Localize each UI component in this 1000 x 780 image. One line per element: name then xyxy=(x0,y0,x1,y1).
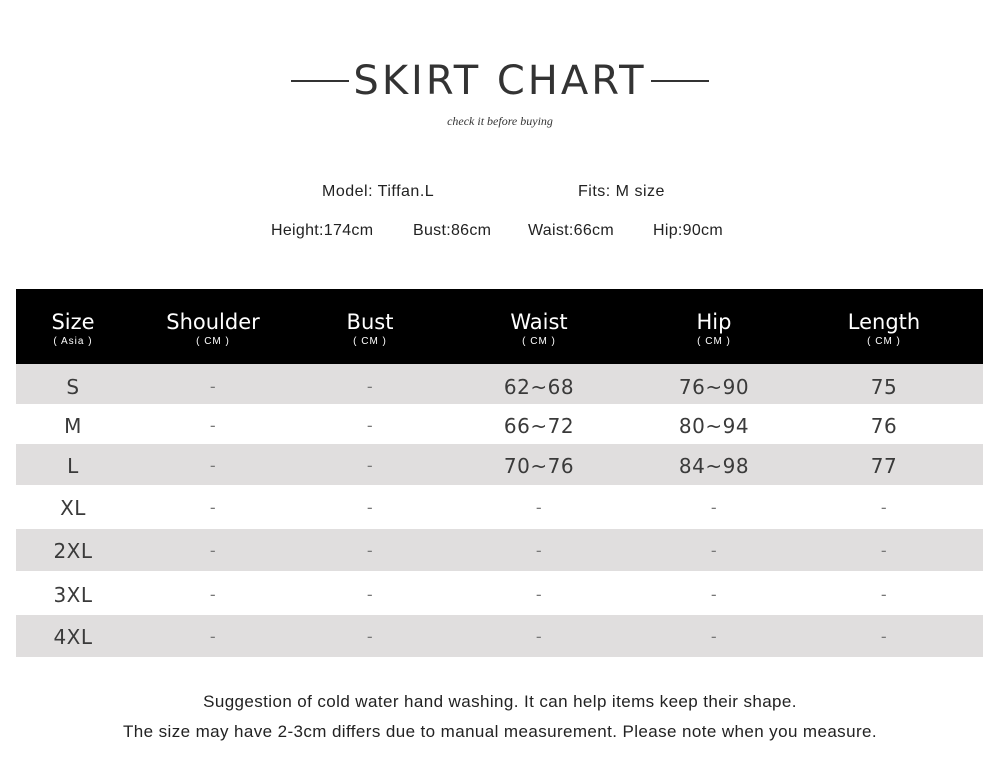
cell-waist: - xyxy=(535,498,543,517)
cell-size: 2XL xyxy=(53,539,93,563)
cell-hip: - xyxy=(710,541,718,560)
care-note: Suggestion of cold water hand washing. It can help items keep their shape. xyxy=(203,692,797,711)
cell-shoulder: - xyxy=(209,498,217,517)
cell-bust: - xyxy=(366,416,374,435)
table-body xyxy=(16,364,983,657)
cell-length: - xyxy=(880,627,888,646)
cell-shoulder: - xyxy=(209,627,217,646)
cell-hip: - xyxy=(710,585,718,604)
cell-waist: - xyxy=(535,541,543,560)
cell-size: 4XL xyxy=(53,625,93,649)
cell-bust: - xyxy=(366,627,374,646)
col-header-label: Shoulder xyxy=(166,310,260,334)
col-header-size xyxy=(51,289,94,364)
col-header-waist xyxy=(510,289,567,364)
model-hip: Hip:90cm xyxy=(653,222,723,239)
size-table xyxy=(16,289,983,657)
model-waist: Waist:66cm xyxy=(528,222,614,239)
model-height: Height:174cm xyxy=(271,222,374,239)
col-header-label: Size xyxy=(51,310,95,334)
table-row xyxy=(16,444,983,485)
cell-hip: 76~90 xyxy=(678,375,750,399)
col-header-label: Bust xyxy=(346,310,394,334)
cell-hip: - xyxy=(710,627,718,646)
cell-size: M xyxy=(64,414,82,438)
cell-shoulder: - xyxy=(209,456,217,475)
cell-bust: - xyxy=(366,498,374,517)
title-left-rule xyxy=(291,80,349,82)
cell-bust: - xyxy=(366,456,374,475)
cell-waist: - xyxy=(535,585,543,604)
table-row xyxy=(16,529,983,571)
page-title: SKIRT CHART xyxy=(353,58,647,104)
col-header-unit: ( CM ) xyxy=(697,336,731,347)
cell-hip: 80~94 xyxy=(678,414,750,438)
cell-shoulder: - xyxy=(209,541,217,560)
table-row xyxy=(16,404,983,444)
model-name: Model: Tiffan.L xyxy=(322,183,435,200)
cell-shoulder: - xyxy=(209,585,217,604)
col-header-bust xyxy=(347,289,394,364)
cell-waist: 62~68 xyxy=(503,375,575,399)
table-row xyxy=(16,364,983,404)
col-header-label: Hip xyxy=(696,310,732,334)
cell-size: L xyxy=(67,454,79,478)
col-header-label: Waist xyxy=(510,310,568,334)
table-row xyxy=(16,571,983,615)
col-header-length xyxy=(848,289,920,364)
model-bust: Bust:86cm xyxy=(413,222,492,239)
col-header-unit: ( CM ) xyxy=(522,336,556,347)
table-row xyxy=(16,615,983,657)
cell-length: - xyxy=(880,541,888,560)
cell-hip: 84~98 xyxy=(678,454,750,478)
cell-length: - xyxy=(880,498,888,517)
cell-waist: 70~76 xyxy=(503,454,575,478)
cell-length: 76 xyxy=(870,414,898,438)
cell-waist: - xyxy=(535,627,543,646)
measurement-note: The size may have 2-3cm differs due to manual measurement. Please note when you measure. xyxy=(123,722,877,741)
cell-waist: 66~72 xyxy=(503,414,575,438)
col-header-unit: ( CM ) xyxy=(353,336,387,347)
model-fits: Fits: M size xyxy=(578,183,665,200)
cell-shoulder: - xyxy=(209,416,217,435)
table-header xyxy=(16,289,983,364)
col-header-unit: ( Asia ) xyxy=(53,336,93,347)
cell-bust: - xyxy=(366,541,374,560)
col-header-shoulder xyxy=(166,289,260,364)
cell-size: 3XL xyxy=(53,583,93,607)
cell-hip: - xyxy=(710,498,718,517)
cell-bust: - xyxy=(366,585,374,604)
col-header-unit: ( CM ) xyxy=(196,336,230,347)
table-row xyxy=(16,485,983,529)
cell-size: S xyxy=(66,375,80,399)
cell-bust: - xyxy=(366,377,374,396)
col-header-hip xyxy=(697,289,732,364)
col-header-label: Length xyxy=(847,310,921,334)
page-subtitle: check it before buying xyxy=(447,114,553,128)
cell-length: 77 xyxy=(870,454,898,478)
col-header-unit: ( CM ) xyxy=(867,336,901,347)
cell-length: - xyxy=(880,585,888,604)
cell-shoulder: - xyxy=(209,377,217,396)
title-right-rule xyxy=(651,80,709,82)
cell-size: XL xyxy=(60,496,86,520)
cell-length: 75 xyxy=(870,375,898,399)
title-block xyxy=(0,55,1000,107)
